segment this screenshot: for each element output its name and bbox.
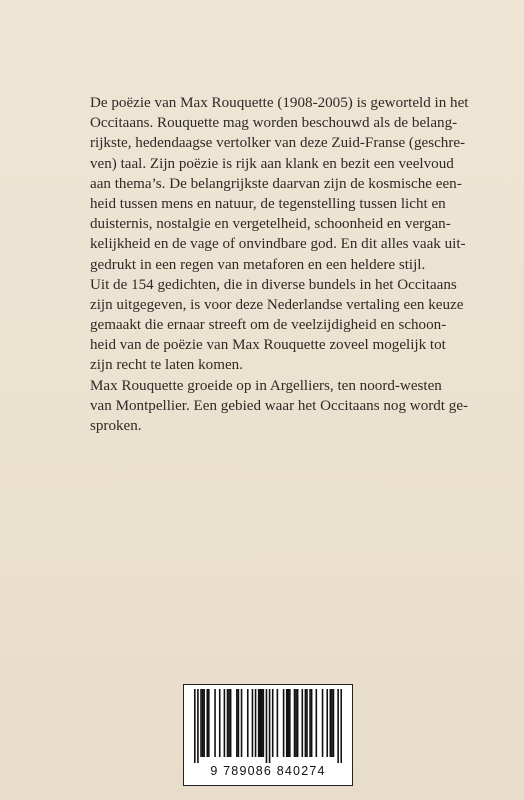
blurb-line: aan thema’s. De belangrijkste daarvan zijn de kosmische een- [90,175,462,192]
barcode-bar [283,689,285,757]
barcode-bar [241,689,243,757]
barcode-bar [269,689,271,763]
barcode-bar [228,689,230,757]
barcode-bar [202,689,204,757]
barcode-bar [326,689,328,757]
barcode-digits: 9 789086 840274 [210,764,326,778]
barcode-bar [311,689,313,757]
blurb-line: zijn recht te laten komen. [90,357,243,374]
blurb-line: Occitaans. Rouquette mag worden beschouwd als de belang- [90,115,458,132]
barcode-bar [252,689,254,757]
barcode-bar [208,689,210,757]
barcode-bar [230,689,232,757]
barcode-bar [277,689,279,757]
barcode-bar [287,689,289,757]
blurb-line: De poëzie van Max Rouquette (1908-2005) is geworteld in het [90,95,469,111]
barcode-bar [294,689,296,757]
barcode-bar [263,689,265,757]
barcode-bar [255,689,257,757]
barcode-bar [258,689,260,757]
barcode-bar [203,689,205,757]
barcode-bar [337,689,339,763]
barcode-bar [266,689,268,763]
blurb-line: duisternis, nostalgie en vergetelheid, schoonheid en vergan- [90,216,451,233]
barcode-bars [194,689,342,763]
blurb-line: Max Rouquette groeide op in Argelliers, ten noord-westen [90,377,442,394]
barcode-bar [259,689,261,757]
blurb-line: ven) taal. Zijn poëzie is rijk aan klank en bezit een veelvoud [90,155,454,172]
barcode-bar [238,689,240,757]
barcode-bar [200,689,202,757]
blurb-line: heid tussen mens en natuur, de tegenstelling tussen licht en [90,195,446,212]
blurb-line: Uit de 154 gedichten, die in diverse bundels in het Occitaans [90,276,457,293]
barcode-bar [227,689,229,757]
barcode-bar [301,689,303,757]
blurb-line: gemaakt die ernaar streeft om de veelzijdigheid en schoon- [90,317,447,334]
barcode-bar [261,689,263,757]
barcode-bar [297,689,299,757]
barcode-bar [330,689,332,757]
barcode-bar [197,689,199,763]
barcode-bar [331,689,333,757]
barcode-bar [247,689,249,757]
barcode-bar [224,689,226,757]
barcode-bar [309,689,311,757]
isbn-barcode [183,684,353,786]
blurb-line: zijn uitgegeven, is voor deze Nederlandse vertaling een keuze [90,296,464,313]
barcode-bar [305,689,307,757]
barcode-bar [322,689,324,757]
barcode-bar [214,689,216,757]
blurb-line: rijkste, hedendaagse vertolker van deze Zuid-Franse (geschre- [90,135,466,152]
barcode-bar [219,689,221,757]
barcode-bar [295,689,297,757]
barcode-bar [286,689,288,757]
blurb-line: gedrukt in een regen van metaforen en een heldere stijl. [90,256,426,273]
barcode-bar [272,689,274,757]
barcode-bar [236,689,238,757]
barcode-bar [194,689,196,763]
barcode-bar [316,689,318,757]
barcode-bar [306,689,308,757]
barcode-bar [206,689,208,757]
barcode-bar [340,689,342,763]
blurb-line: van Montpellier. Een gebied waar het Occitaans nog wordt ge- [90,397,469,414]
blurb-line: sproken. [90,418,142,434]
blurb-line: heid van de poëzie van Max Rouquette zoveel mogelijk tot [90,337,446,354]
blurb-text [90,93,469,436]
blurb-line: kelijkheid en de vage of onvindbare god. En dit alles vaak uit- [90,236,466,253]
barcode-bar [333,689,335,757]
barcode-bar [289,689,291,757]
